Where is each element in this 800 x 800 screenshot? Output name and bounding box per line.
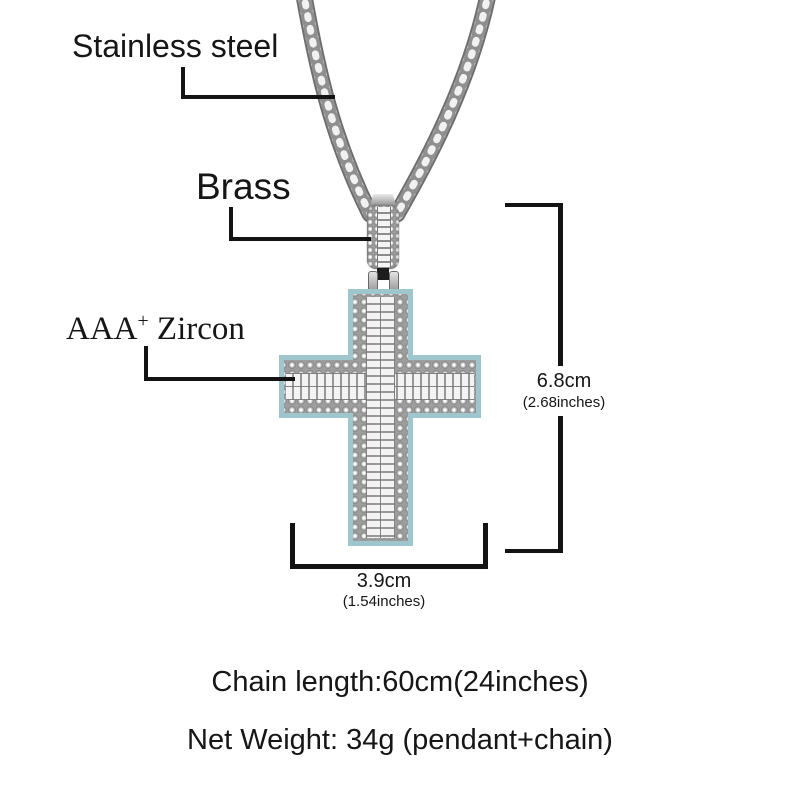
- zircon-label: [66, 312, 245, 346]
- width-dimension-bracket: [290, 523, 488, 569]
- zircon-leader-line: [144, 346, 295, 381]
- zircon-label-superscript: +: [137, 310, 149, 332]
- height-value-cm: 6.8cm: [536, 370, 592, 392]
- zircon-label-main: AAA: [66, 311, 138, 347]
- brass-label: Brass: [196, 166, 291, 207]
- chain-right-strand: [397, 0, 489, 214]
- stainless-steel-label: Stainless steel: [72, 28, 279, 64]
- height-dimension-label: [498, 366, 630, 416]
- stainless-steel-leader-line: [181, 67, 335, 99]
- zircon-label-rest: Zircon: [148, 311, 245, 347]
- width-value-inches: (1.54inches): [342, 593, 426, 610]
- chain-length-text: Chain length:60cm(24inches): [211, 666, 589, 698]
- pendant-bail-baguette-column: [377, 207, 391, 267]
- width-value-cm: 3.9cm: [356, 570, 412, 592]
- cross-baguette-column: [366, 297, 395, 538]
- net-weight-text: Net Weight: 34g (pendant+chain): [187, 724, 613, 756]
- brass-leader-line: [229, 207, 371, 241]
- pendant-bail-slot: [377, 268, 389, 280]
- width-dimension-label: [290, 569, 478, 611]
- chain-left-strand: [303, 0, 370, 214]
- height-value-inches: (2.68inches): [522, 394, 606, 411]
